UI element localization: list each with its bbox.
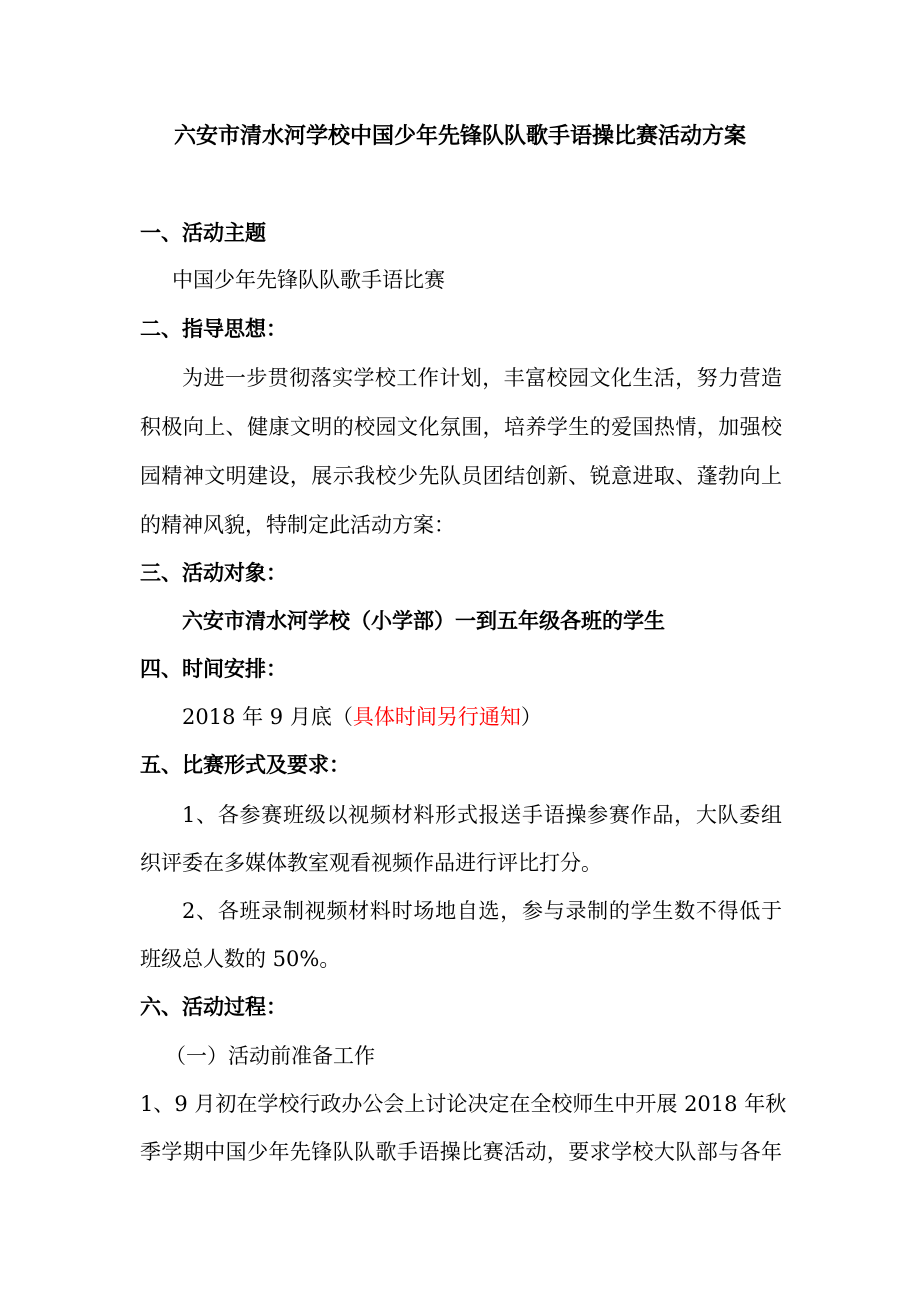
document-title: 六安市清水河学校中国少年先锋队队歌手语操比赛活动方案 [173, 123, 746, 149]
process-subheading: （一）活动前准备工作 [165, 1044, 375, 1068]
section-heading-schedule: 四、时间安排： [140, 656, 287, 681]
theme-content: 中国少年先锋队队歌手语比赛 [172, 268, 445, 292]
schedule-close: ） [520, 705, 542, 729]
schedule-content [182, 699, 542, 735]
format-line-3: 2、各班录制视频材料时场地自选，参与录制的学生数不得低于 [182, 899, 782, 923]
guiding-idea-line-1: 为进一步贯彻落实学校工作计划，丰富校园文化生活，努力营造 [182, 366, 782, 390]
section-heading-process: 六、活动过程： [140, 994, 287, 1019]
format-line-1: 1、各参赛班级以视频材料形式报送手语操参赛作品，大队委组 [182, 803, 782, 827]
participants-content: 六安市清水河学校（小学部）一到五年级各班的学生 [182, 608, 665, 633]
guiding-idea-line-4: 的精神风貌，特制定此活动方案： [140, 513, 455, 537]
schedule-note: 具体时间另行通知 [352, 705, 521, 729]
section-heading-format: 五、比赛形式及要求： [140, 752, 350, 777]
process-line-2: 季学期中国少年先锋队队歌手语操比赛活动，要求学校大队部与各年 [140, 1140, 782, 1164]
schedule-date: 2018 年 9 月底（ [182, 705, 353, 729]
process-line-1: 1、9 月初在学校行政办公会上讨论决定在全校师生中开展 2018 年秋 [140, 1092, 787, 1116]
section-heading-guiding-idea: 二、指导思想： [140, 316, 287, 341]
format-line-2: 织评委在多媒体教室观看视频作品进行评比打分。 [140, 851, 602, 875]
section-heading-participants: 三、活动对象： [140, 560, 287, 585]
format-line-4: 班级总人数的 50%。 [140, 947, 341, 971]
guiding-idea-line-2: 积极向上、健康文明的校园文化氛围，培养学生的爱国热情，加强校 [140, 415, 782, 439]
section-heading-theme: 一、活动主题 [140, 220, 266, 245]
guiding-idea-line-3: 园精神文明建设，展示我校少先队员团结创新、锐意进取、蓬勃向上 [140, 464, 782, 488]
